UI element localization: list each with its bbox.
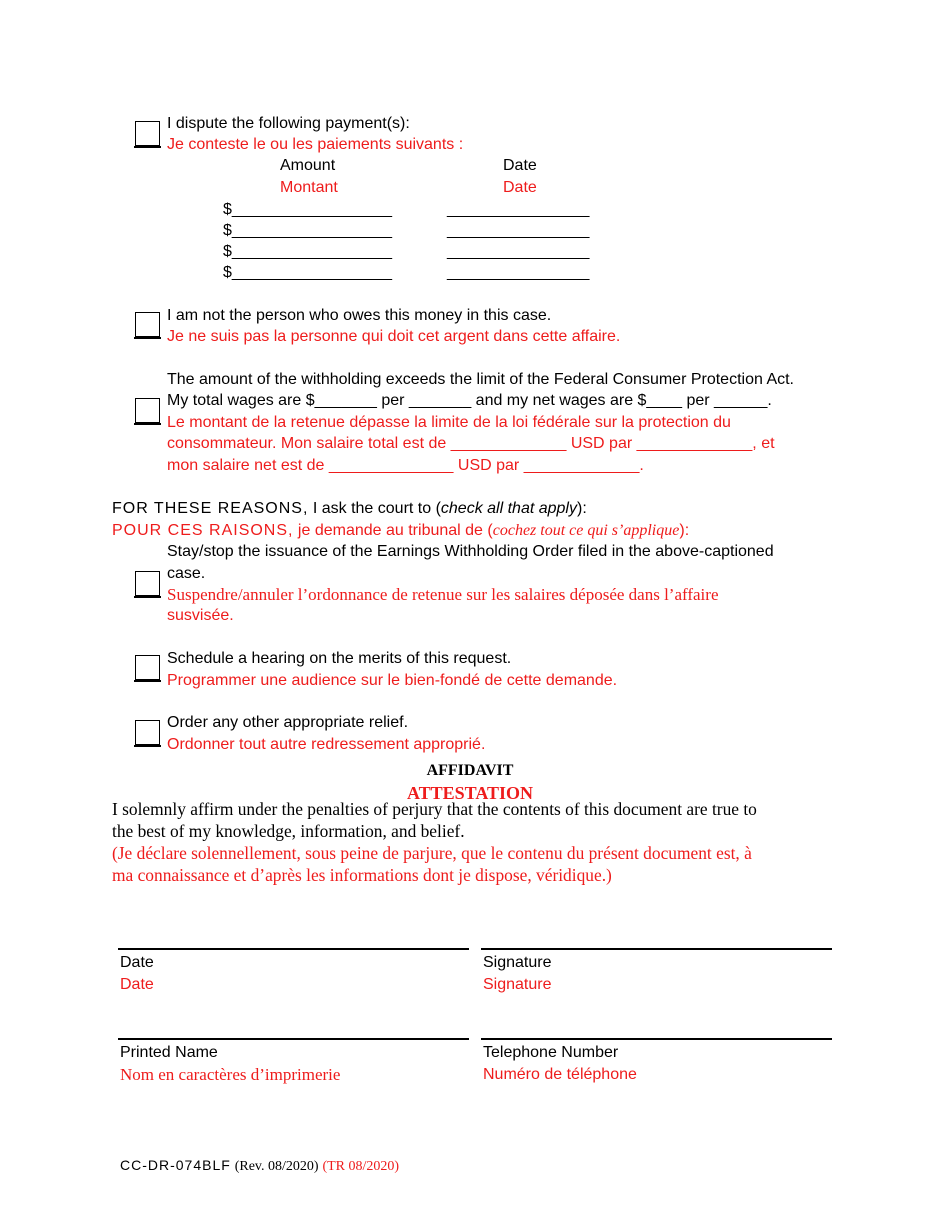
not-person-label-en: I am not the person who owes this money in this case.: [167, 307, 552, 324]
stay-order-checkbox[interactable]: [135, 571, 160, 596]
stay-order-line2-en: case.: [167, 565, 206, 582]
amount-column-header-fr: Montant: [280, 179, 338, 196]
form-revision: (Rev. 08/2020): [234, 1159, 319, 1174]
payment-amount-field[interactable]: $__________________: [223, 222, 393, 239]
affidavit-line2-en: the best of my knowledge, information, and belief.: [112, 821, 465, 841]
form-footer: [120, 1156, 399, 1176]
other-relief-checkbox[interactable]: [135, 720, 160, 745]
hearing-checkbox[interactable]: [135, 655, 160, 680]
payment-amount-field[interactable]: $__________________: [223, 264, 393, 281]
payment-amount-field[interactable]: $__________________: [223, 201, 393, 218]
reasons-italic-fr: cochez tout ce qui s’applique: [492, 522, 680, 539]
exceeds-limit-checkbox[interactable]: [135, 398, 160, 423]
stay-order-line1-en: Stay/stop the issuance of the Earnings Withholding Order filed in the above-captioned: [167, 543, 774, 560]
reasons-heading-en: [112, 498, 587, 519]
date-signature-line[interactable]: [118, 948, 469, 950]
dispute-payments-label-fr: Je conteste le ou les paiements suivants :: [167, 136, 464, 153]
exceeds-limit-line1-fr: Le montant de la retenue dépasse la limite de la loi fédérale sur la protection du: [167, 414, 731, 431]
affidavit-title-fr: ATTESTATION: [406, 783, 534, 803]
reasons-lead-en: FOR THESE REASONS,: [112, 500, 309, 517]
telephone-label-fr: Numéro de téléphone: [483, 1066, 637, 1083]
reasons-lead-fr: POUR CES RAISONS,: [112, 522, 294, 539]
printed-name-line[interactable]: [118, 1038, 469, 1040]
dispute-payments-checkbox[interactable]: [135, 121, 160, 146]
printed-name-label-fr: Nom en caractères d’imprimerie: [120, 1065, 341, 1084]
signature-line[interactable]: [481, 948, 832, 950]
not-person-label-fr: Je ne suis pas la personne qui doit cet argent dans cette affaire.: [167, 328, 621, 345]
date-label-fr: Date: [120, 976, 154, 993]
reasons-italic-en: check all that apply: [440, 500, 577, 517]
reasons-close-fr: ):: [679, 522, 690, 539]
other-relief-label-en: Order any other appropriate relief.: [167, 714, 409, 731]
exceeds-limit-line2-fr: consommateur. Mon salaire total est de _____________ USD par _____________, et: [167, 435, 775, 452]
payment-date-field[interactable]: ________________: [447, 222, 590, 239]
telephone-label-en: Telephone Number: [483, 1044, 619, 1061]
payment-amount-field[interactable]: $__________________: [223, 243, 393, 260]
stay-order-line1-fr: Suspendre/annuler l’ordonnance de retenue sur les salaires déposée dans l’affaire: [167, 585, 719, 604]
form-id: CC-DR-074BLF: [120, 1157, 231, 1173]
date-column-header-en: Date: [503, 157, 537, 174]
payment-date-field[interactable]: ________________: [447, 264, 590, 281]
exceeds-limit-line1-en: The amount of the withholding exceeds the limit of the Federal Consumer Protection Act.: [167, 371, 794, 388]
date-label-en: Date: [120, 954, 154, 971]
date-column-header-fr: Date: [503, 179, 537, 196]
reasons-close-en: ):: [576, 500, 587, 517]
payment-date-field[interactable]: ________________: [447, 243, 590, 260]
exceeds-limit-line3-fr: mon salaire net est de ______________ USD par _____________.: [167, 457, 644, 474]
payment-date-field[interactable]: ________________: [447, 201, 590, 218]
signature-label-en: Signature: [483, 954, 552, 971]
printed-name-label-en: Printed Name: [120, 1044, 218, 1061]
telephone-line[interactable]: [481, 1038, 832, 1040]
amount-column-header-en: Amount: [280, 157, 336, 174]
not-person-checkbox[interactable]: [135, 312, 160, 337]
dispute-payments-label-en: I dispute the following payment(s):: [167, 115, 410, 132]
affidavit-line1-fr: (Je déclare solennellement, sous peine de parjure, que le contenu du présent document est, à: [112, 843, 752, 863]
affidavit-line2-fr: ma connaissance et d’après les informations dont je dispose, véridique.): [112, 865, 612, 885]
reasons-text-en: I ask the court to (: [308, 500, 441, 517]
exceeds-limit-line2-en: My total wages are $_______ per _______ and my net wages are $____ per ______.: [167, 392, 772, 409]
reasons-text-fr: je demande au tribunal de (: [293, 522, 493, 539]
other-relief-label-fr: Ordonner tout autre redressement approprié.: [167, 736, 486, 753]
form-translation-revision: (TR 08/2020): [322, 1159, 400, 1174]
stay-order-line2-fr: susvisée.: [167, 607, 234, 624]
hearing-label-en: Schedule a hearing on the merits of this request.: [167, 650, 512, 667]
reasons-heading-fr: [112, 520, 689, 541]
affidavit-line1-en: I solemnly affirm under the penalties of perjury that the contents of this document are true to: [112, 799, 757, 819]
hearing-label-fr: Programmer une audience sur le bien-fondé de cette demande.: [167, 672, 618, 689]
signature-label-fr: Signature: [483, 976, 552, 993]
affidavit-title-en: AFFIDAVIT: [426, 762, 514, 779]
